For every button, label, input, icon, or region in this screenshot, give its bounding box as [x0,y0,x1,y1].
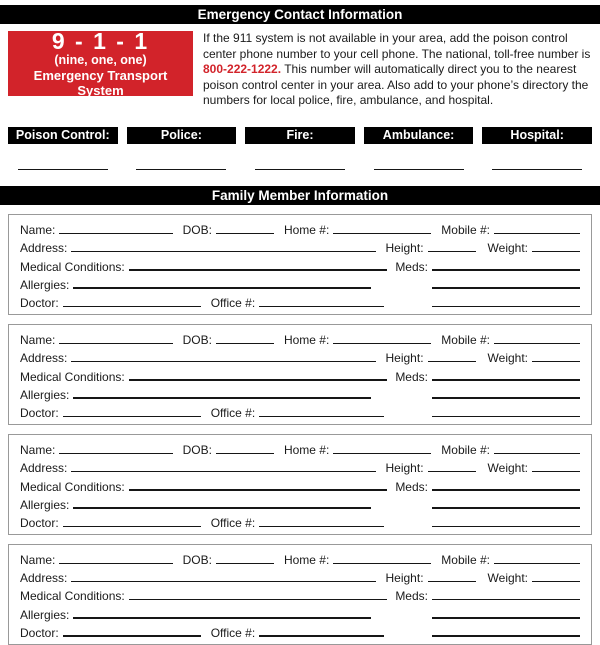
family-member-block [8,324,592,425]
member-row-medical [20,475,580,493]
weight-label: Weight: [487,461,528,476]
allergies-label: Allergies: [20,497,70,512]
family-header-title: Family Member Information [211,188,389,204]
contact-col-police [127,127,237,171]
height-blank-line [428,471,476,472]
dob-label: DOB: [182,443,212,458]
meds-blank-line [432,489,580,490]
poison-control-label: Poison Control: [8,127,118,144]
name-blank-line [59,453,172,454]
member-row-medical [20,585,580,603]
doctor-label: Doctor: [20,515,59,530]
height-blank-line [428,361,476,362]
meds-continuation-line-2 [432,306,580,307]
home-phone-blank-line [333,343,431,344]
emergency-header-bar [0,5,600,24]
meds-continuation-line-2 [432,526,580,527]
allergies-blank-line [73,397,201,398]
meds-label: Meds: [395,589,428,604]
name-label: Name: [20,223,56,238]
intro-text-after: This number will automatically direct you to the nearest poison control center in your area. Also add to your phone’s directory the numbers for local police, fire, ambulance, and hospital. [203,62,589,107]
meds-label: Meds: [395,369,428,384]
medical-conditions-label: Medical Conditions: [20,589,125,604]
intro-text-before: If the 911 system is not available in your area, add the poison control center phone number to your cell phone. The national, toll-free number is [203,31,591,61]
office-phone-blank-line [259,635,384,636]
weight-label: Weight: [487,241,528,256]
emergency-header-title: Emergency Contact Information [197,7,403,22]
mobile-phone-label: Mobile #: [441,333,490,348]
allergies-label: Allergies: [20,607,70,622]
mobile-phone-blank-line [494,233,580,234]
address-blank-line [71,471,375,472]
doctor-label: Doctor: [20,405,59,420]
height-label: Height: [385,461,424,476]
office-phone-label: Office #: [210,625,256,640]
medical-conditions-blank-line [129,489,388,490]
name-label: Name: [20,443,56,458]
hospital-label: Hospital: [482,127,592,144]
ambulance-blank-line [374,169,464,171]
medical-conditions-label: Medical Conditions: [20,369,125,384]
contact-col-fire [245,127,355,171]
member-row-name [20,329,580,347]
allergies-label: Allergies: [20,387,70,402]
meds-label: Meds: [395,259,428,274]
allergies-continuation-line [201,287,371,288]
allergies-blank-line [73,287,201,288]
family-member-blocks [0,214,600,645]
weight-blank-line [532,251,580,252]
meds-continuation-line [432,287,580,288]
medical-conditions-blank-line [129,269,388,270]
allergies-continuation-line [201,507,371,508]
doctor-blank-line [63,635,201,636]
address-blank-line [71,581,375,582]
office-phone-label: Office #: [210,515,256,530]
meds-continuation-line-2 [432,635,580,636]
mobile-phone-label: Mobile #: [441,553,490,568]
member-row-allergies [20,494,580,512]
address-label: Address: [20,571,68,586]
weight-label: Weight: [487,571,528,586]
meds-label: Meds: [395,479,428,494]
911-red-box [8,28,193,98]
height-blank-line [428,581,476,582]
allergies-continuation-line [201,617,371,618]
meds-blank-line [432,599,580,600]
police-label: Police: [127,127,237,144]
doctor-label: Doctor: [20,296,59,311]
home-phone-label: Home #: [283,443,330,458]
member-row-allergies [20,384,580,402]
poison-control-blank-line [18,169,108,171]
doctor-blank-line [63,526,201,527]
family-member-block [8,434,592,535]
family-header-bar [0,186,600,205]
dob-label: DOB: [182,333,212,348]
address-blank-line [71,251,375,252]
home-phone-label: Home #: [283,553,330,568]
medical-conditions-label: Medical Conditions: [20,479,125,494]
contact-col-ambulance [364,127,474,171]
member-row-doctor [20,402,580,420]
intro-section [0,28,600,109]
height-label: Height: [385,241,424,256]
member-row-medical [20,365,580,383]
member-row-address [20,457,580,475]
member-row-doctor [20,292,580,310]
allergies-blank-line [73,617,201,618]
mobile-phone-blank-line [494,563,580,564]
member-row-address [20,237,580,255]
weight-blank-line [532,471,580,472]
office-phone-blank-line [259,526,384,527]
member-row-name [20,439,580,457]
member-row-address [20,567,580,585]
address-label: Address: [20,461,68,476]
police-blank-line [136,169,226,171]
name-blank-line [59,343,172,344]
office-phone-blank-line [259,416,384,417]
office-phone-label: Office #: [210,296,256,311]
poison-control-phone-number: 800-222-1222. [203,62,282,76]
meds-continuation-line [432,507,580,508]
office-phone-blank-line [259,306,384,307]
doctor-blank-line [63,306,201,307]
home-phone-label: Home #: [283,333,330,348]
dob-blank-line [216,453,274,454]
dob-blank-line [216,563,274,564]
meds-blank-line [432,269,580,270]
office-phone-label: Office #: [210,405,256,420]
fire-blank-line [255,169,345,171]
doctor-label: Doctor: [20,625,59,640]
mobile-phone-blank-line [494,453,580,454]
family-member-block [8,214,592,315]
name-blank-line [59,563,172,564]
member-row-name [20,549,580,567]
dob-blank-line [216,343,274,344]
meds-continuation-line [432,397,580,398]
dob-blank-line [216,233,274,234]
address-label: Address: [20,351,68,366]
name-label: Name: [20,553,56,568]
member-row-doctor [20,622,580,640]
contact-col-hospital [482,127,592,171]
home-phone-blank-line [333,233,431,234]
weight-blank-line [532,361,580,362]
contact-labels-row [0,127,600,171]
height-label: Height: [385,571,424,586]
meds-continuation-line [432,617,580,618]
member-row-allergies [20,603,580,621]
meds-blank-line [432,379,580,380]
home-phone-label: Home #: [283,223,330,238]
height-blank-line [428,251,476,252]
home-phone-blank-line [333,453,431,454]
member-row-medical [20,255,580,273]
height-label: Height: [385,351,424,366]
dob-label: DOB: [182,223,212,238]
medical-conditions-blank-line [129,379,388,380]
911-number: 9 - 1 - 1 [51,28,150,54]
medical-conditions-blank-line [129,599,388,600]
family-member-block [8,544,592,645]
mobile-phone-label: Mobile #: [441,223,490,238]
mobile-phone-label: Mobile #: [441,443,490,458]
member-row-doctor [20,512,580,530]
home-phone-blank-line [333,563,431,564]
911-subtitle: (nine, one, one) [54,53,147,67]
intro-paragraph [203,31,592,109]
address-label: Address: [20,241,68,256]
allergies-blank-line [73,507,201,508]
member-row-allergies [20,274,580,292]
dob-label: DOB: [182,553,212,568]
911-caption: Emergency Transport System [33,68,168,98]
meds-continuation-line-2 [432,416,580,417]
fire-label: Fire: [245,127,355,144]
allergies-label: Allergies: [20,277,70,292]
member-row-address [20,347,580,365]
medical-conditions-label: Medical Conditions: [20,259,125,274]
weight-blank-line [532,581,580,582]
doctor-blank-line [63,416,201,417]
contact-col-poison-control [8,127,118,171]
name-label: Name: [20,333,56,348]
mobile-phone-blank-line [494,343,580,344]
weight-label: Weight: [487,351,528,366]
allergies-continuation-line [201,397,371,398]
address-blank-line [71,361,375,362]
ambulance-label: Ambulance: [364,127,474,144]
name-blank-line [59,233,172,234]
hospital-blank-line [492,169,582,171]
member-row-name [20,219,580,237]
